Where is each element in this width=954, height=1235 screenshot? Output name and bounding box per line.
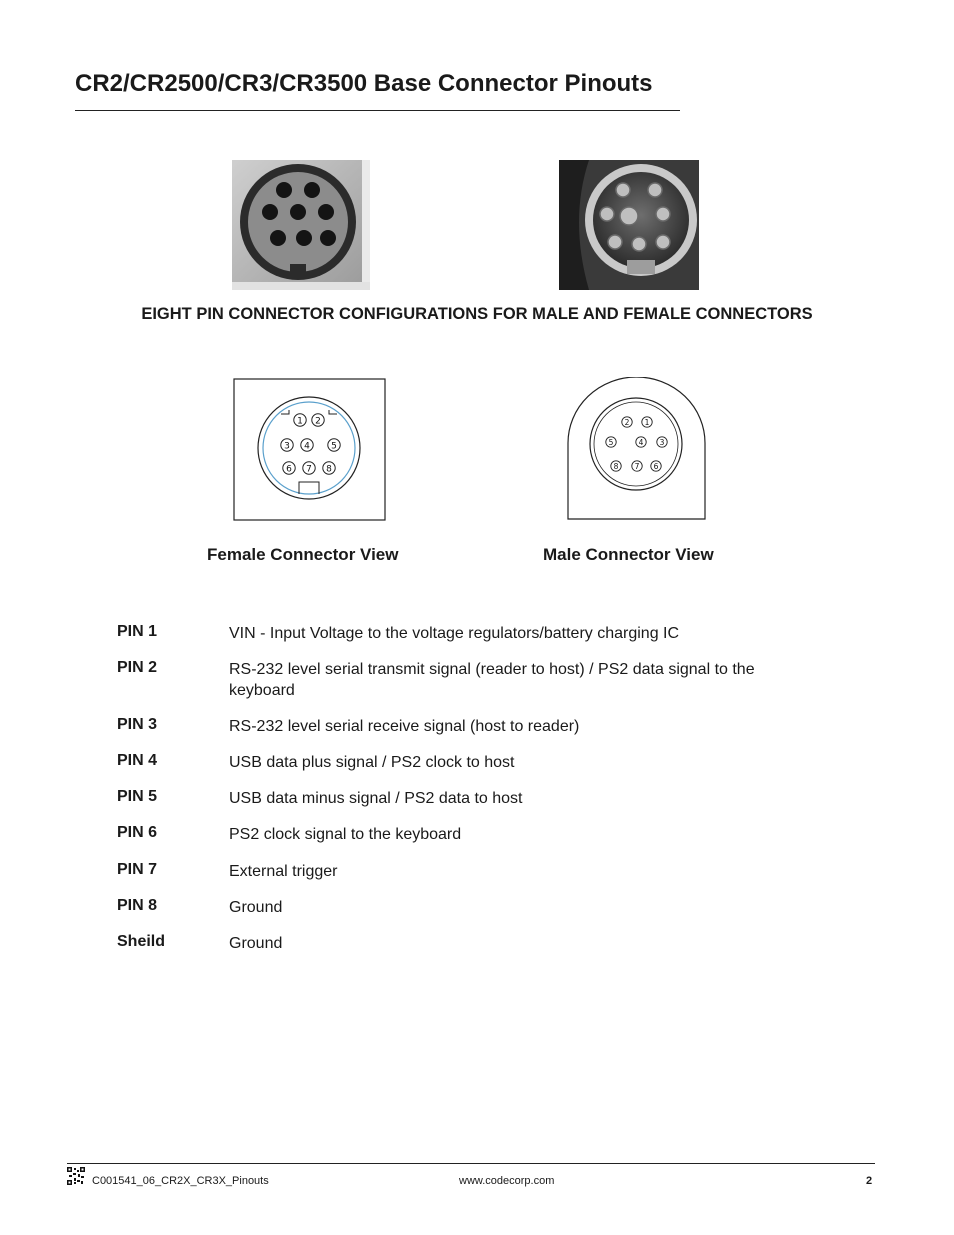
male-pin-label: 2 xyxy=(624,417,630,427)
female-pin-label: 5 xyxy=(331,441,337,452)
male-pin-label: 7 xyxy=(634,461,640,471)
connector-config-heading: EIGHT PIN CONNECTOR CONFIGURATIONS FOR MALE AND FEMALE CONNECTORS xyxy=(141,305,813,323)
pin-label: PIN 1 xyxy=(117,623,158,640)
pin-label: PIN 3 xyxy=(117,716,158,733)
pin-description: RS-232 level serial receive signal (host to reader) xyxy=(229,718,580,735)
pin-description: Ground xyxy=(229,899,283,916)
footer-document-code: C001541_06_CR2X_CR3X_Pinouts xyxy=(92,1175,269,1187)
female-pin-label: 8 xyxy=(326,464,332,475)
pin-description: Ground xyxy=(229,935,283,952)
title-underline xyxy=(75,110,680,111)
female-connector-caption: Female Connector View xyxy=(207,545,399,564)
female-connector-photo xyxy=(232,160,370,290)
page-title: CR2/CR2500/CR3/CR3500 Base Connector Pinouts xyxy=(75,70,653,97)
female-pin-label: 6 xyxy=(286,464,292,475)
female-pin-label: 2 xyxy=(315,416,321,427)
female-pin-label: 7 xyxy=(306,464,312,475)
male-pin-label: 4 xyxy=(638,437,644,447)
male-pin-label: 8 xyxy=(613,461,619,471)
male-connector-diagram xyxy=(566,377,707,521)
pin-label: PIN 7 xyxy=(117,861,158,878)
pin-label: Sheild xyxy=(117,933,166,950)
male-pin-label: 3 xyxy=(659,437,665,447)
female-connector-diagram xyxy=(233,378,386,522)
pin-label: PIN 5 xyxy=(117,788,158,805)
footer-page-number: 2 xyxy=(866,1175,873,1187)
footer-url: www.codecorp.com xyxy=(459,1175,555,1187)
pin-label: PIN 2 xyxy=(117,659,158,676)
pin-label: PIN 8 xyxy=(117,897,158,914)
female-pin-label: 1 xyxy=(297,416,303,427)
male-pin-label: 6 xyxy=(653,461,659,471)
pin-description: External trigger xyxy=(229,863,338,880)
male-connector-caption: Male Connector View xyxy=(543,545,714,564)
footer-rule xyxy=(67,1163,875,1164)
pin-description: USB data plus signal / PS2 clock to host xyxy=(229,754,515,771)
pin-description: PS2 clock signal to the keyboard xyxy=(229,826,462,843)
pin-description: USB data minus signal / PS2 data to host xyxy=(229,790,523,807)
pin-description: VIN - Input Voltage to the voltage regulators/battery charging IC xyxy=(229,625,680,642)
pin-description: RS-232 level serial transmit signal (reader to host) / PS2 data signal to the keyboard xyxy=(229,661,755,699)
female-pin-label: 4 xyxy=(304,441,310,452)
pin-label: PIN 6 xyxy=(117,824,158,841)
male-pin-label: 5 xyxy=(608,437,614,447)
male-connector-photo xyxy=(559,160,699,290)
qr-code-icon xyxy=(67,1167,85,1185)
pin-label: PIN 4 xyxy=(117,752,158,769)
female-pin-label: 3 xyxy=(284,441,290,452)
male-pin-label: 1 xyxy=(644,417,650,427)
